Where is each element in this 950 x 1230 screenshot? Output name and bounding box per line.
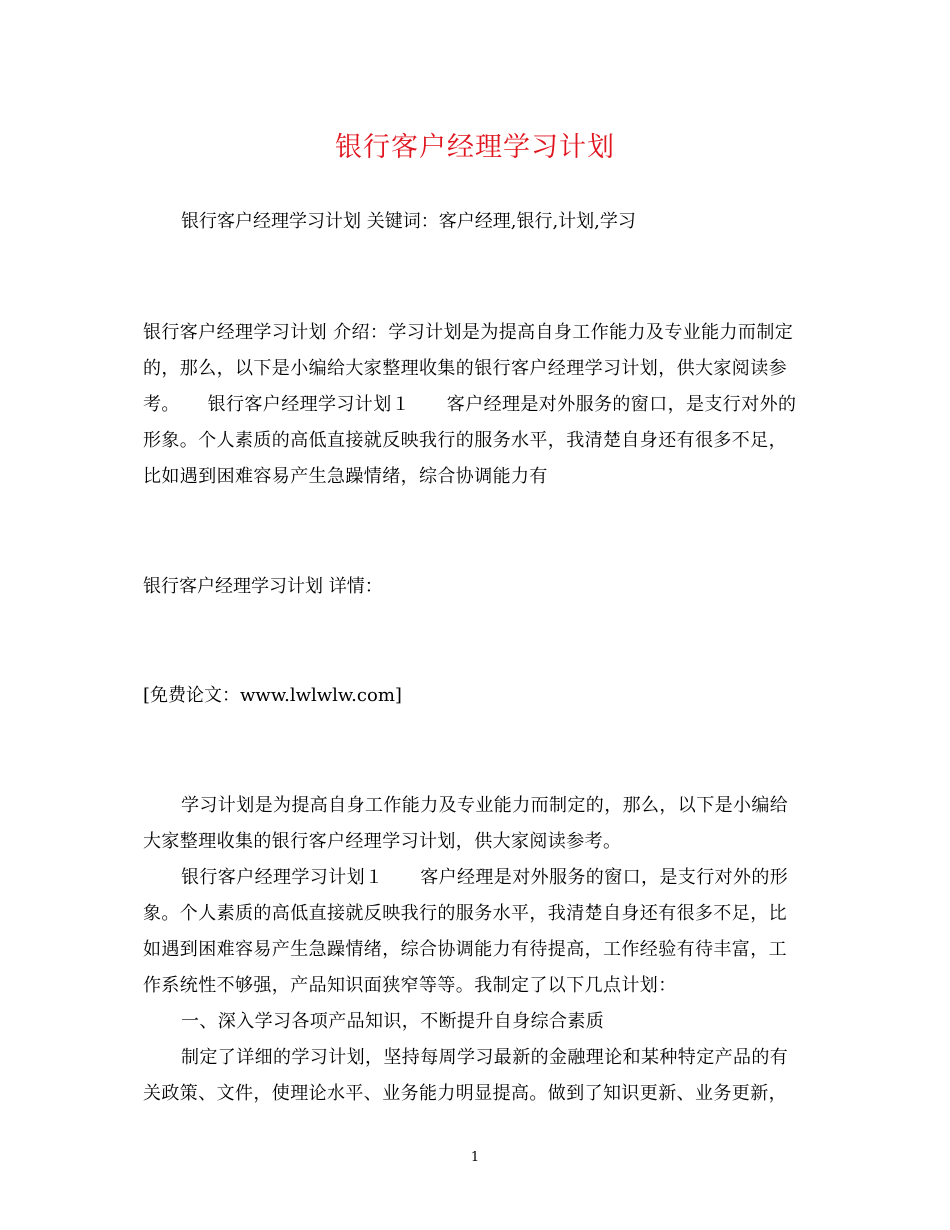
document-title: 银行客户经理学习计划 — [335, 132, 615, 163]
body-line-5: 如遇到困难容易产生急躁情绪，综合协调能力有待提高，工作经验有待丰富，工 — [143, 939, 787, 960]
page-number: 1 — [470, 1150, 480, 1165]
intro-line-1: 银行客户经理学习计划 介绍：学习计划是为提高自身工作能力及专业能力而制定 — [143, 322, 794, 343]
body-line-8: 制定了详细的学习计划，坚持每周学习最新的金融理论和某种特定产品的有 — [181, 1047, 789, 1068]
intro-line-5: 比如遇到困难容易产生急躁情绪，综合协调能力有 — [143, 466, 548, 487]
body-line-6: 作系统性不够强，产品知识面狭窄等等。我制定了以下几点计划： — [143, 975, 677, 996]
body-line-1: 学习计划是为提高自身工作能力及专业能力而制定的，那么，以下是小编给 — [181, 795, 789, 816]
body-line-3: 银行客户经理学习计划１ 客户经理是对外服务的窗口，是支行对外的形 — [181, 867, 789, 888]
details-label: 银行客户经理学习计划 详情： — [143, 576, 383, 597]
body-line-9: 关政策、文件，使理论水平、业务能力明显提高。做到了知识更新、业务更新， — [143, 1083, 787, 1104]
source-note: [免费论文：www.lwlwlw.com] — [143, 685, 402, 706]
intro-line-4: 形象。个人素质的高低直接就反映我行的服务水平，我清楚自身还有很多不足， — [143, 430, 787, 451]
body-line-2: 大家整理收集的银行客户经理学习计划，供大家阅读参考。 — [143, 831, 622, 852]
body-line-4: 象。个人素质的高低直接就反映我行的服务水平，我清楚自身还有很多不足，比 — [143, 903, 787, 924]
section-heading: 一、深入学习各项产品知识，不断提升自身综合素质 — [181, 1011, 605, 1032]
intro-line-3: 考。 银行客户经理学习计划１ 客户经理是对外服务的窗口，是支行对外的 — [143, 394, 797, 415]
intro-line-2: 的，那么，以下是小编给大家整理收集的银行客户经理学习计划，供大家阅读参 — [143, 358, 787, 379]
keywords-line: 银行客户经理学习计划 关键词：客户经理,银行,计划,学习 — [181, 211, 636, 232]
